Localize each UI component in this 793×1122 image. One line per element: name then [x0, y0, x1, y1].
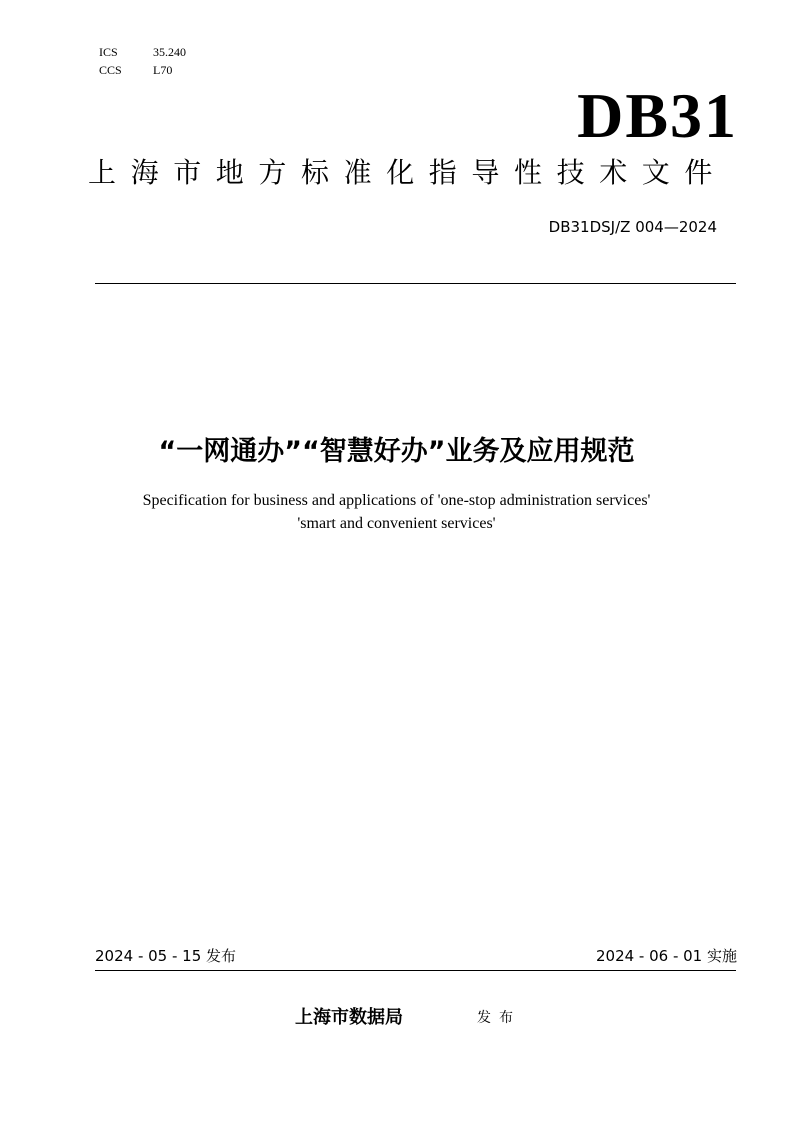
- release-date: 2024 - 05 - 15 发布: [95, 947, 237, 965]
- ccs-row: [99, 62, 219, 78]
- ics-row: [99, 44, 219, 60]
- document-type: 上海市地方标准化指导性技术文件: [88, 156, 728, 189]
- issuer: 上海市数据局: [295, 1007, 403, 1028]
- implementation-date: 2024 - 06 - 01 实施: [595, 947, 737, 965]
- title-english-line-2: 'smart and convenient services': [297, 515, 496, 532]
- header-divider: [95, 283, 736, 284]
- ccs-label: CCS: [99, 63, 122, 77]
- title-english-line-1: Specification for business and applications of 'one-stop administration services': [142, 492, 651, 509]
- ics-value: 35.240: [153, 45, 186, 59]
- issuer-label: 发布: [477, 1010, 521, 1026]
- footer-divider: [95, 970, 736, 971]
- document-number: DB31DSJ/Z 004—2024: [548, 218, 717, 236]
- title-chinese: “一网通办”“智慧好办”业务及应用规范: [158, 436, 635, 467]
- ccs-value: L70: [153, 63, 173, 77]
- ics-label: ICS: [99, 45, 118, 59]
- standard-mark: DB31: [577, 80, 738, 151]
